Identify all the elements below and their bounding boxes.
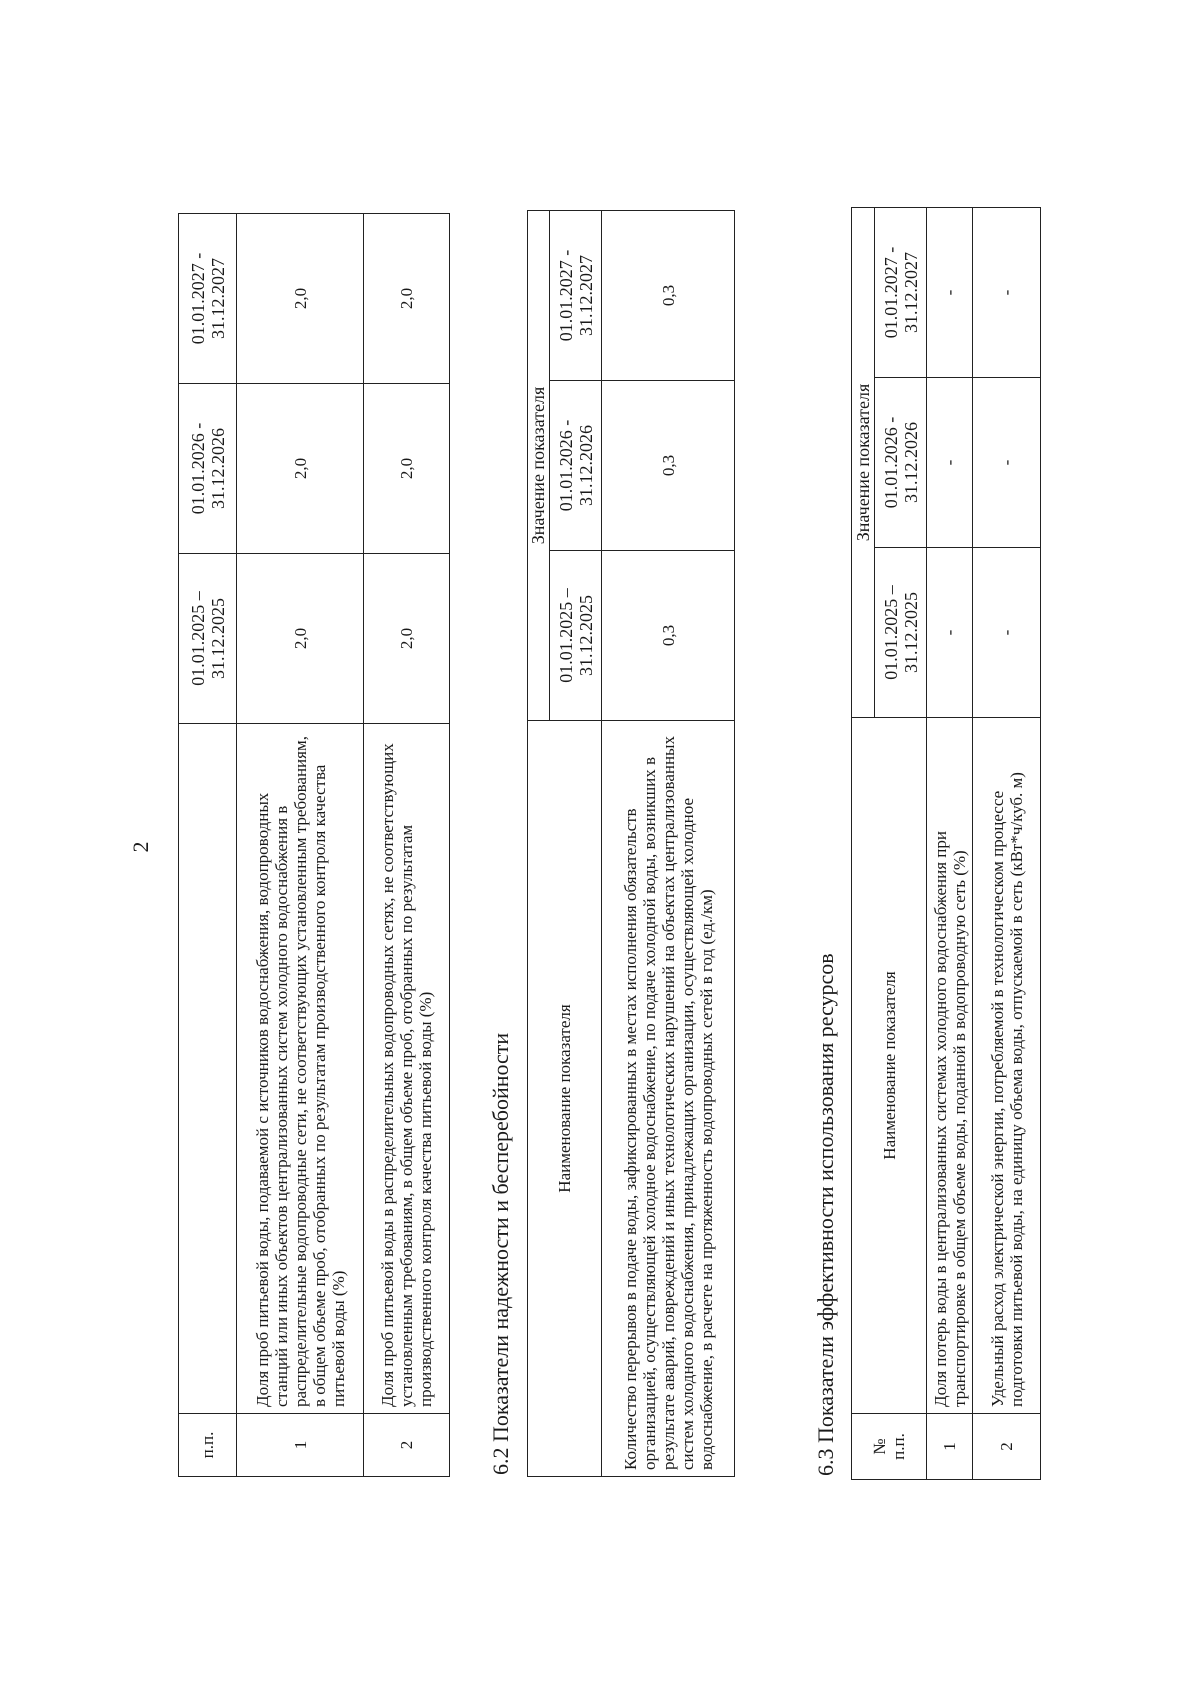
row-number: 2: [364, 1414, 450, 1477]
value-cell: 2,0: [237, 554, 364, 724]
row-number: 2: [973, 1414, 1041, 1480]
section-heading-efficiency: 6.3 Показатели эффективности использования ресурсов: [813, 953, 838, 1476]
row-number: 1: [237, 1414, 364, 1477]
value-cell: -: [973, 207, 1041, 377]
period-start: 01.01.2025 –: [555, 588, 576, 683]
period-text: [556, 213, 596, 378]
indicator-name: Количество перерывов в подаче воды, зафиксированных в местах исполнения обязательств организацией, осуществляющей холодное водоснабжение, по подаче холодной воды, возникших в результате аварий, повреждений и иных технологических нарушений на объектах централизованных систем холодного водоснабжения, принадлежащих организации, осуществляющей холодное водоснабжение, в расчете на протяженность водопроводных сетей в год (ед./км): [602, 721, 735, 1477]
period-start: 01.01.2027 -: [187, 252, 208, 345]
period-end: 31.12.2025: [575, 595, 596, 676]
num-header: [852, 1414, 927, 1480]
period-text: [881, 550, 921, 715]
value-cell: 2,0: [364, 214, 450, 384]
name-header: Наименование показателя: [528, 721, 602, 1477]
period-end: 31.12.2025: [207, 598, 228, 679]
row-number: 1: [927, 1414, 973, 1480]
value-cell: 2,0: [364, 384, 450, 554]
table-row: [237, 214, 364, 1477]
period-header-2026: [179, 384, 237, 554]
period-end: 31.12.2026: [575, 425, 596, 506]
period-header-2026: [550, 381, 602, 551]
period-text: [188, 556, 228, 721]
period-text: [881, 210, 921, 375]
page-number: 2: [128, 841, 153, 853]
period-end: 31.12.2027: [207, 258, 228, 339]
table-header-row: [852, 207, 875, 1479]
period-text: [188, 216, 228, 381]
num-header: п.п.: [179, 1414, 237, 1477]
period-start: 01.01.2027 -: [880, 246, 901, 339]
value-cell: -: [927, 548, 973, 718]
num-header-abbr: п.п.: [889, 1433, 908, 1460]
period-end: 31.12.2025: [900, 592, 921, 673]
period-text: [556, 553, 596, 718]
table-row: [927, 207, 973, 1479]
period-header-2025: [179, 554, 237, 724]
period-header-2026: [875, 378, 927, 548]
value-cell: 2,0: [237, 214, 364, 384]
period-text: [881, 380, 921, 545]
value-header: Значение показателя: [528, 210, 550, 720]
reliability-table: [527, 210, 735, 1477]
period-text: [188, 386, 228, 551]
value-header: Значение показателя: [852, 207, 875, 717]
period-start: 01.01.2026 -: [555, 419, 576, 512]
table-header-row: [528, 210, 550, 1476]
value-cell: 0,3: [602, 551, 735, 721]
indicator-name: Удельный расход электрической энергии, потребляемой в технологическом процессе подготовки питьевой воды, на единицу объема воды, отпускаемой в сеть (кВт*ч/куб. м): [973, 718, 1041, 1414]
table-header-row: [179, 214, 237, 1477]
period-start: 01.01.2027 -: [555, 249, 576, 342]
period-header-2027: [550, 210, 602, 380]
table-row: [364, 214, 450, 1477]
period-header-2025: [875, 548, 927, 718]
name-header: Наименование показателя: [852, 718, 927, 1414]
indicator-name: Доля потерь воды в централизованных системах холодного водоснабжения при транспортировке в общем объеме воды, поданной в водопроводную сеть (%): [927, 718, 973, 1414]
period-end: 31.12.2026: [900, 422, 921, 503]
num-header-symbol: №: [870, 1438, 889, 1455]
period-end: 31.12.2027: [900, 252, 921, 333]
period-start: 01.01.2025 –: [880, 585, 901, 680]
period-start: 01.01.2025 –: [187, 591, 208, 686]
period-end: 31.12.2027: [575, 255, 596, 336]
table-row: [973, 207, 1041, 1479]
period-start: 01.01.2026 -: [880, 416, 901, 509]
indicator-name: Доля проб питьевой воды, подаваемой с источников водоснабжения, водопроводных станций или иных объектов централизованных систем холодного водоснабжения в распределительные водопроводные сети, не соответствующих установленным требованиям, в общем объеме проб, отобранных по результатам производственного контроля качества питьевой воды (%): [237, 724, 364, 1414]
value-cell: 0,3: [602, 210, 735, 380]
name-header-empty: [179, 724, 237, 1414]
value-cell: -: [973, 378, 1041, 548]
period-header-2027: [179, 214, 237, 384]
table-row: [602, 210, 735, 1476]
period-start: 01.01.2026 -: [187, 422, 208, 515]
value-cell: 0,3: [602, 381, 735, 551]
value-cell: -: [927, 207, 973, 377]
period-header-2025: [550, 551, 602, 721]
value-cell: -: [927, 378, 973, 548]
indicator-name: Доля проб питьевой воды в распределительных водопроводных сетях, не соответствующих установленным требованиям, в общем объеме проб, отобранных по результатам производственного контроля качества питьевой воды (%): [364, 724, 450, 1414]
period-end: 31.12.2026: [207, 428, 228, 509]
value-cell: -: [973, 548, 1041, 718]
period-text: [556, 383, 596, 548]
water-quality-table: [178, 213, 450, 1477]
value-cell: 2,0: [237, 384, 364, 554]
period-header-2027: [875, 207, 927, 377]
efficiency-table: [851, 207, 1041, 1480]
value-cell: 2,0: [364, 554, 450, 724]
section-heading-reliability: 6.2 Показатели надежности и бесперебойности: [488, 1032, 513, 1475]
